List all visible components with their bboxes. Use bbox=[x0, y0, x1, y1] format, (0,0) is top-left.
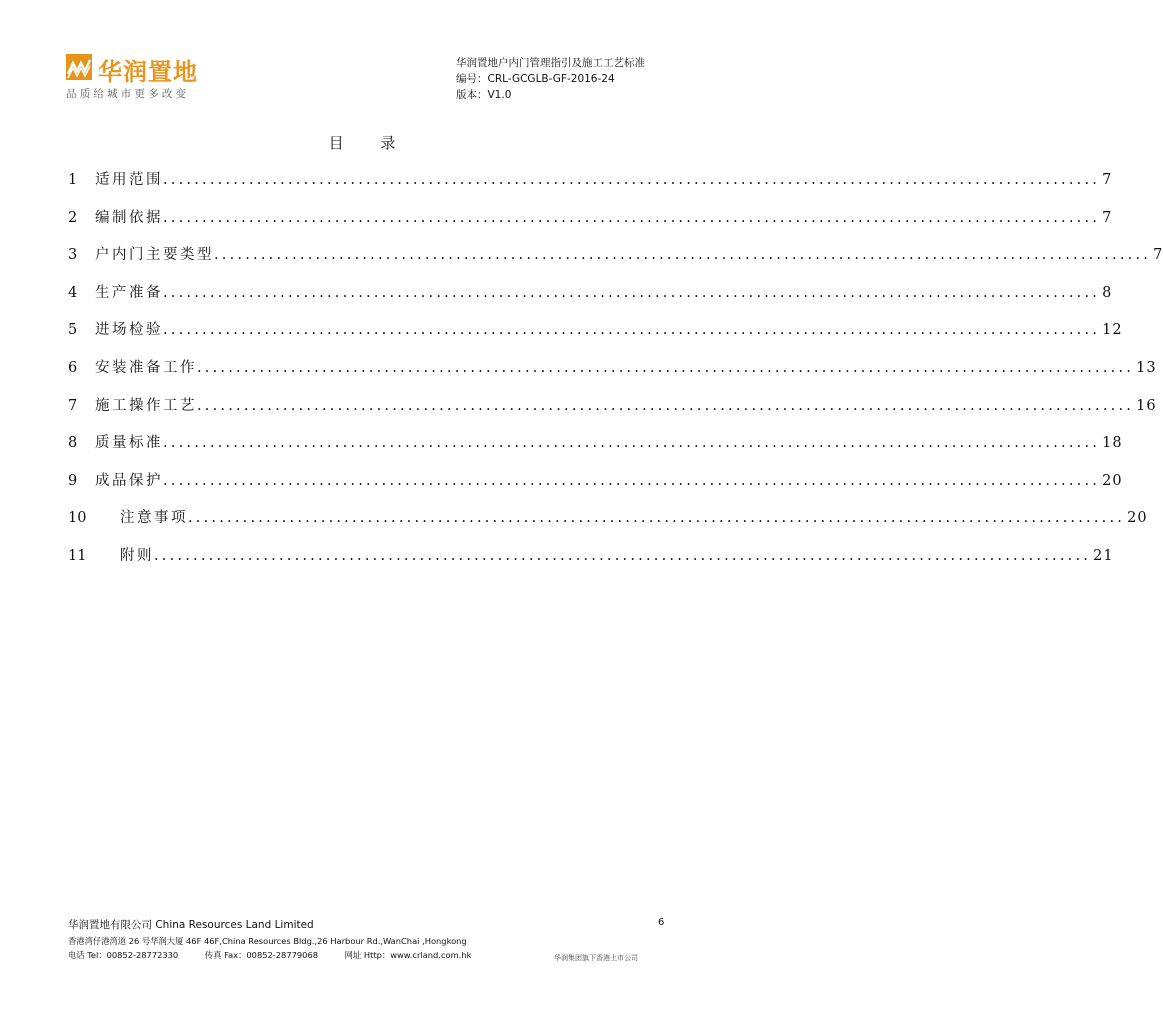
toc-leader-dots: ........................................................................................................................ bbox=[163, 209, 1101, 226]
company-logo bbox=[66, 50, 216, 100]
toc-number: 10 bbox=[68, 510, 87, 527]
toc-page-number: 7 bbox=[1102, 209, 1113, 226]
toc-label: 成品保护 bbox=[95, 472, 163, 489]
footer-address: 香港湾仔港湾道 26 号华润大厦 46F 46F,China Resources Bldg.,26 Harbour Rd.,WanChai ,Hongkong bbox=[68, 936, 467, 946]
toc-entry[interactable] bbox=[68, 281, 1113, 319]
toc-label: 进场检验 bbox=[95, 322, 163, 339]
footer-tel: 电话 Tel：00852-28772330 bbox=[68, 950, 179, 960]
toc-leader-dots: ........................................................................................................................ bbox=[197, 397, 1135, 414]
page-footer bbox=[68, 917, 495, 961]
logo-mark-icon bbox=[66, 54, 92, 80]
toc-page-number: 12 bbox=[1102, 322, 1123, 339]
table-of-contents bbox=[68, 168, 1163, 582]
toc-leader-dots: ........................................................................................................................ bbox=[163, 322, 1101, 339]
toc-label: 安装准备工作 bbox=[95, 359, 197, 376]
toc-page-number: 18 bbox=[1102, 435, 1123, 452]
toc-page-number: 16 bbox=[1136, 397, 1157, 414]
toc-number: 2 bbox=[68, 209, 78, 226]
toc-entry[interactable] bbox=[68, 168, 1113, 206]
toc-entry[interactable] bbox=[68, 356, 1157, 394]
toc-title: 目 录 bbox=[328, 134, 412, 152]
toc-label: 户内门主要类型 bbox=[95, 247, 214, 264]
toc-label: 编制依据 bbox=[95, 209, 163, 226]
page-number: 6 bbox=[658, 917, 665, 928]
toc-entry[interactable] bbox=[68, 318, 1123, 356]
logo-slogan: 品质给城市更多改变 bbox=[66, 88, 190, 100]
toc-leader-dots: ........................................................................................................................ bbox=[214, 247, 1152, 264]
toc-leader-dots: ........................................................................................................................ bbox=[163, 472, 1101, 489]
toc-label: 质量标准 bbox=[95, 435, 163, 452]
toc-page-number: 20 bbox=[1127, 510, 1148, 527]
toc-number: 11 bbox=[68, 547, 87, 564]
toc-entry[interactable] bbox=[68, 206, 1113, 244]
document-meta bbox=[456, 55, 645, 103]
toc-page-number: 13 bbox=[1136, 359, 1157, 376]
toc-entry[interactable] bbox=[68, 394, 1157, 432]
toc-page-number: 7 bbox=[1102, 172, 1113, 188]
toc-label: 生产准备 bbox=[95, 284, 163, 301]
toc-entry[interactable] bbox=[68, 506, 1148, 544]
toc-number: 6 bbox=[68, 359, 78, 376]
toc-leader-dots: ........................................................................................................................ bbox=[154, 547, 1092, 564]
toc-page-number: 8 bbox=[1102, 284, 1113, 301]
subsidiary-note: 华润集团旗下香港上市公司 bbox=[554, 954, 638, 962]
toc-entry[interactable] bbox=[68, 469, 1123, 507]
toc-label: 适用范围 bbox=[95, 172, 163, 188]
toc-entry[interactable] bbox=[68, 243, 1163, 281]
document-version: 版本：V1.0 bbox=[456, 89, 512, 101]
toc-entry[interactable] bbox=[68, 544, 1114, 582]
toc-leader-dots: ........................................................................................................................ bbox=[163, 284, 1101, 301]
logo-name: 华润置地 bbox=[98, 58, 198, 86]
toc-leader-dots: ........................................................................................................................ bbox=[197, 359, 1135, 376]
toc-page-number: 21 bbox=[1093, 547, 1114, 564]
document-code: 编号：CRL-GCGLB-GF-2016-24 bbox=[456, 73, 615, 85]
toc-leader-dots: ........................................................................................................................ bbox=[163, 172, 1101, 188]
footer-contact bbox=[68, 949, 495, 961]
toc-label: 附则 bbox=[120, 547, 154, 564]
toc-leader-dots: ........................................................................................................................ bbox=[163, 435, 1101, 452]
toc-number: 9 bbox=[68, 472, 78, 489]
toc-number: 1 bbox=[68, 172, 78, 188]
toc-number: 7 bbox=[68, 397, 78, 414]
footer-web[interactable]: 网址 Http：www.crland.com.hk bbox=[344, 950, 472, 960]
footer-fax: 传真 Fax：00852-28779068 bbox=[204, 950, 319, 960]
toc-label: 施工操作工艺 bbox=[95, 397, 197, 414]
toc-page-number: 7 bbox=[1153, 247, 1163, 264]
toc-label: 注意事项 bbox=[120, 510, 188, 527]
toc-number: 4 bbox=[68, 284, 78, 301]
toc-number: 5 bbox=[68, 322, 78, 339]
toc-number: 3 bbox=[68, 247, 78, 264]
toc-number: 8 bbox=[68, 435, 78, 452]
toc-leader-dots: ........................................................................................................................ bbox=[188, 510, 1126, 527]
toc-page-number: 20 bbox=[1102, 472, 1123, 489]
footer-company: 华润置地有限公司 China Resources Land Limited bbox=[68, 919, 314, 931]
toc-entry[interactable] bbox=[68, 431, 1123, 469]
document-title: 华润置地户内门管理指引及施工工艺标准 bbox=[456, 57, 645, 69]
